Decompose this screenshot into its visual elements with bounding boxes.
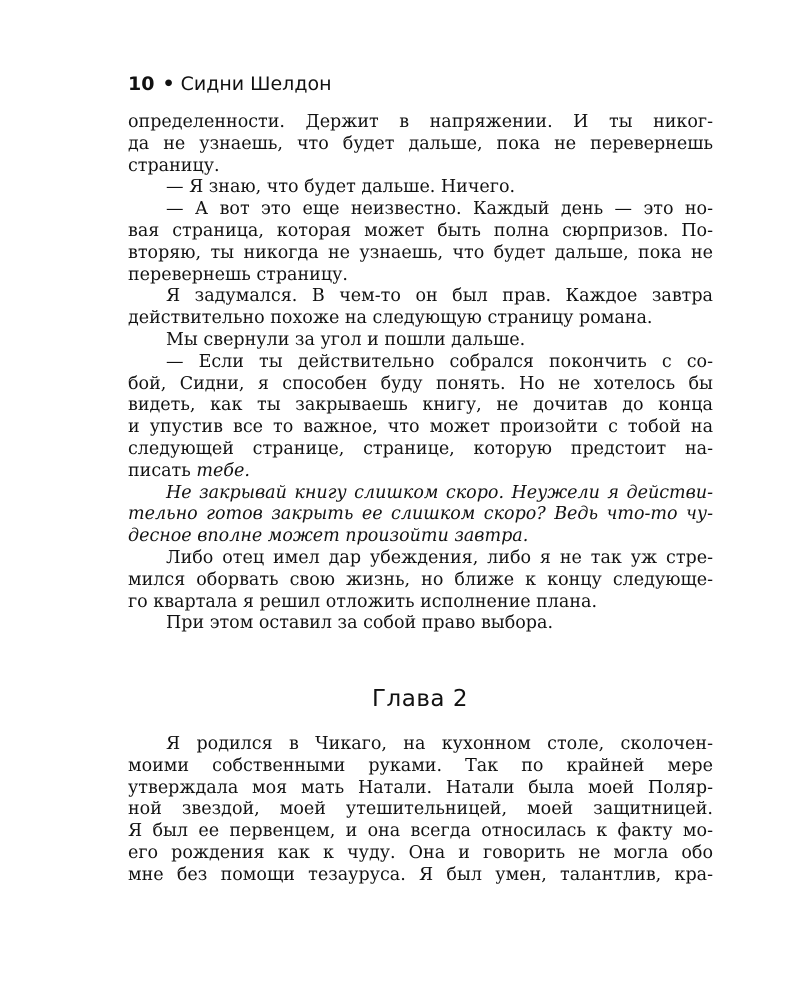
text-line: вторяю, ты никогда не узнаешь, что будет дальше, пока не — [128, 242, 713, 263]
text-line: действительно похоже на следующую страницу романа. — [128, 308, 653, 329]
text-line — [128, 461, 713, 483]
text-line: Я задумался. В чем-то он был прав. Каждое завтра — [166, 286, 713, 307]
text-line: следующей странице, странице, которую предстоит на- — [128, 438, 713, 459]
text-line: Мы свернули за угол и пошли дальше. — [166, 329, 526, 350]
text-line: мне без помощи тезауруса. Я был умен, талантлив, кра- — [128, 864, 713, 885]
text-block-bottom — [128, 734, 713, 887]
text-line-italic: десное вполне может произойти завтра. — [128, 526, 529, 547]
text-line: вая страница, которая может быть полна сюрпризов. По- — [128, 220, 713, 241]
text-line: моими собственными руками. Так по крайней мере — [128, 755, 713, 776]
text-line: определенности. Держит в напряжении. И ты никог- — [128, 112, 713, 132]
text-line: — А вот это еще неизвестно. Каждый день — это но- — [166, 199, 713, 220]
text-line: да не узнаешь, что будет дальше, пока не перевернешь — [128, 133, 713, 154]
text-line: и упустив все то важное, что может произойти с тобой на — [128, 417, 713, 438]
text-line: — Я знаю, что будет дальше. Ничего. — [166, 177, 516, 198]
text-line-part: писать — [128, 460, 197, 481]
text-line-italic: тельно готов закрыть ее слишком скоро? Ведь что-то чу- — [128, 504, 713, 525]
text-line: Я был ее первенцем, и она всегда относилась к факту мо- — [128, 821, 713, 842]
text-line: бой, Сидни, я способен буду понять. Но не хотелось бы — [128, 373, 713, 394]
text-line: Либо отец имел дар убеждения, либо я не так уж стре- — [166, 547, 713, 568]
text-line: ной звездой, моей утешительницей, моей защитницей. — [128, 799, 713, 820]
text-line-italic-word: тебе. — [196, 460, 250, 481]
text-line: его рождения как к чуду. Она и говорить не могла обо — [128, 842, 713, 863]
text-line: Я родился в Чикаго, на кухонном столе, сколочен- — [166, 734, 713, 754]
chapter-title: Глава 2 — [372, 686, 468, 712]
text-line: При этом оставил за собой право выбора. — [166, 613, 554, 634]
page-number: 10 — [128, 73, 155, 95]
text-line: мился оборвать свою жизнь, но ближе к концу следующе- — [128, 569, 713, 590]
text-line: страницу. — [128, 155, 220, 176]
text-line: видеть, как ты закрываешь книгу, не дочитав до конца — [128, 395, 713, 416]
running-head-author: Сидни Шелдон — [180, 73, 332, 95]
text-line: утверждала моя мать Натали. Натали была моей Поляр- — [128, 777, 713, 798]
text-line-italic: Не закрывай книгу слишком скоро. Неужели я действи- — [166, 482, 713, 503]
header-separator: • — [162, 73, 175, 95]
text-line: го квартала я решил отложить исполнение плана. — [128, 591, 598, 612]
text-line: — Если ты действительно собрался покончить с со- — [166, 351, 713, 372]
running-head — [128, 71, 332, 97]
text-block-top — [128, 112, 713, 635]
text-line: перевернешь страницу. — [128, 264, 348, 285]
